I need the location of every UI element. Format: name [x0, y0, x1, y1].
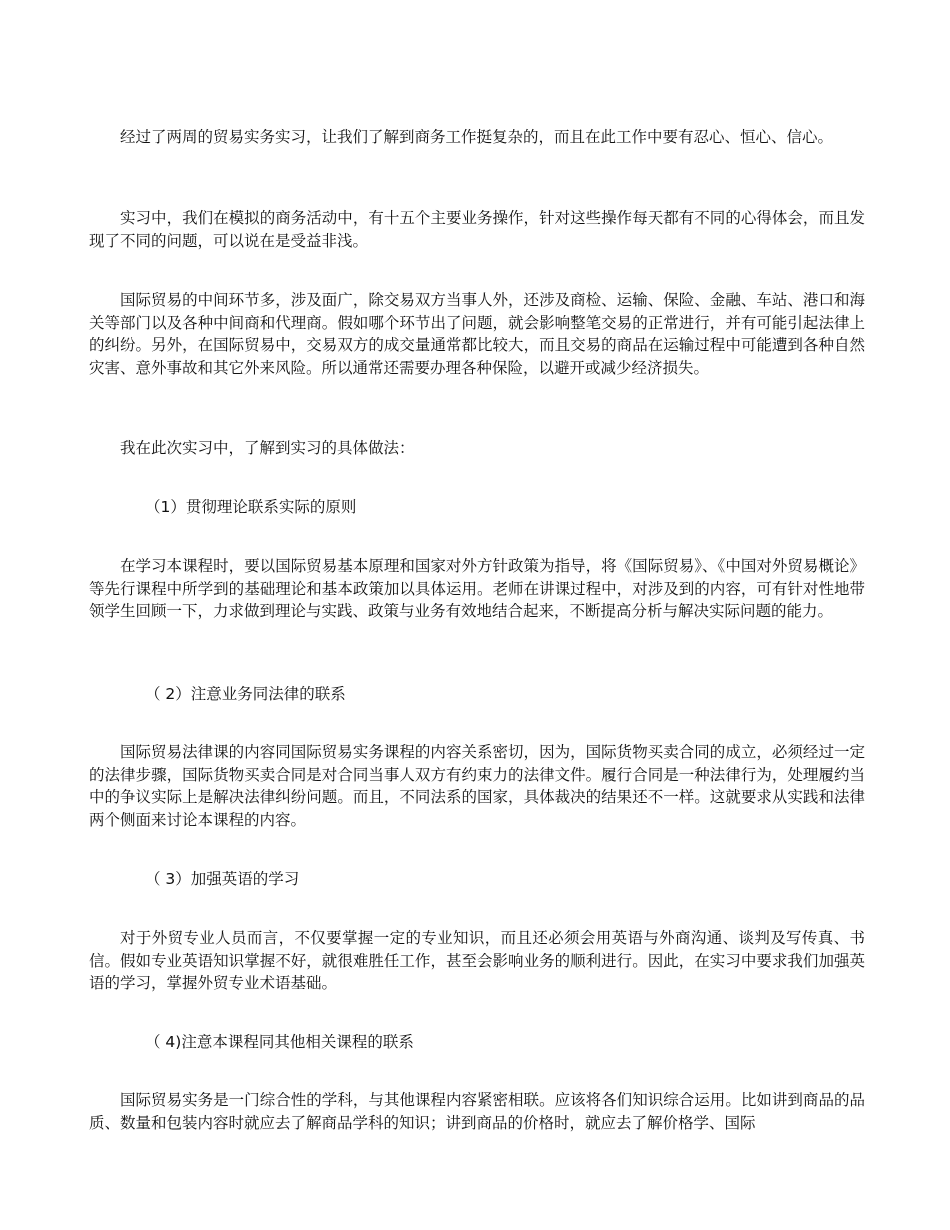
- heading-theory-practice: （1）贯彻理论联系实际的原则: [145, 498, 357, 516]
- paragraph-practice: 实习中，我们在模拟的商务活动中，有十五个主要业务操作，针对这些操作每天都有不同的心得体会，而且发现了不同的问题，可以说在是受益非浅。: [89, 209, 865, 250]
- paragraph-theory-practice: 在学习本课程时，要以国际贸易基本原理和国家对外方针政策为指导，将《国际贸易》、《中国对外贸易概论》等先行课程中所学到的基础理论和基本政策加以具体运用。老师在讲课过程中，对涉及到的内容，可有针对性地带领学生回顾一下，力求做到理论与实践、政策与业务有效地结合起来，不断提高分析与解决实际问题的能力。: [89, 557, 865, 620]
- heading-law: （ 2）注意业务同法律的联系: [145, 685, 346, 703]
- paragraph-intro: 经过了两周的贸易实务实习，让我们了解到商务工作挺复杂的，而且在此工作中要有忍心、恒心、信心。: [120, 128, 834, 146]
- heading-related-courses: （ 4)注意本课程同其他相关课程的联系: [145, 1033, 414, 1051]
- paragraph-law: 国际贸易法律课的内容同国际贸易实务课程的内容关系密切，因为，国际货物买卖合同的成立，必须经过一定的法律步骤，国际货物买卖合同是对合同当事人双方有约束力的法律文件。履行合同是一种法律行为，处理履约当中的争议实际上是解决法律纠纷问题。而且，不同法系的国家，具体裁决的结果还不一样。这就要求从实践和法律两个侧面来讨论本课程的内容。: [89, 743, 865, 829]
- paragraph-related-courses: 国际贸易实务是一门综合性的学科，与其他课程内容紧密相联。应该将各们知识综合运用。比如讲到商品的品质、数量和包装内容时就应去了解商品学科的知识；讲到商品的价格时，就应去了解价格学、国际: [89, 1091, 865, 1132]
- heading-english: （ 3）加强英语的学习: [145, 870, 300, 888]
- paragraph-methods: 我在此次实习中，了解到实习的具体做法：: [120, 439, 415, 457]
- paragraph-trade-links: 国际贸易的中间环节多，涉及面广，除交易双方当事人外，还涉及商检、运输、保险、金融、车站、港口和海关等部门以及各种中间商和代理商。假如哪个环节出了问题，就会影响整笔交易的正常进行，并有可能引起法律上的纠纷。另外，在国际贸易中，交易双方的成交量通常都比较大，而且交易的商品在运输过程中可能遭到各种自然灾害、意外事故和其它外来风险。所以通常还需要办理各种保险，以避开或减少经济损失。: [89, 291, 865, 377]
- paragraph-english: 对于外贸专业人员而言，不仅要掌握一定的专业知识，而且还必须会用英语与外商沟通、谈判及写传真、书信。假如专业英语知识掌握不好，就很难胜任工作，甚至会影响业务的顺利进行。因此，在实习中要求我们加强英语的学习，掌握外贸专业术语基础。: [89, 929, 865, 992]
